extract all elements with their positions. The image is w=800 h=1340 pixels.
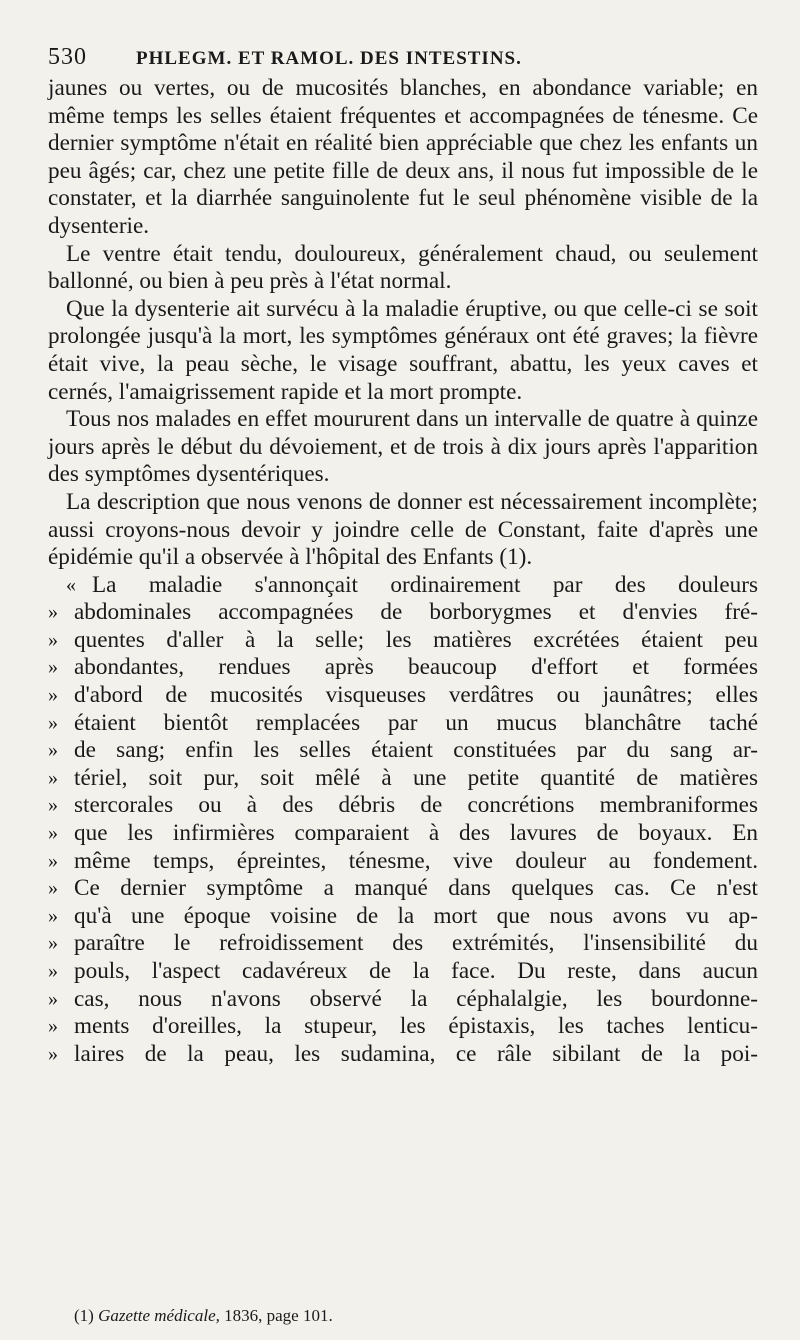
quote-line-text: pouls, l'aspect cadavéreux de la face. Du reste, dans aucun: [74, 958, 758, 984]
quote-line: [48, 903, 758, 931]
paragraph-abdomen: Le ventre était tendu, douloureux, généralement chaud, ou seulement ballonné, ou bien à peu près à l'état normal.: [48, 240, 758, 295]
quote-line: [48, 682, 758, 710]
paragraph-general-symptoms: Que la dysenterie ait survécu à la maladie éruptive, ou que celle-ci se soit prolongée jusqu'à la mort, les symptômes généraux ont été graves; la fièvre était vive, la peau sèche, le visage souffrant, abattu, les yeux caves et cernés, l'amaigrissement rapide et la mort prompte.: [48, 295, 758, 405]
quote-line-text: quentes d'aller à la selle; les matières excrétées étaient peu: [74, 626, 758, 653]
footnote: [74, 1306, 333, 1326]
body-text: [48, 75, 758, 1068]
quote-line: [48, 737, 758, 765]
quote-line-text: que les infirmières comparaient à des lavures de boyaux. En: [74, 820, 758, 847]
footnote-marker: (1): [74, 1306, 94, 1325]
running-head: [48, 44, 758, 71]
quote-line-text: qu'à une époque voisine de la mort que nous avons vu ap-: [74, 902, 758, 929]
line-guillemet: »: [48, 987, 58, 1010]
quote-line-text: tériel, soit pur, soit mêlé à une petite quantité de matières: [74, 764, 758, 791]
quote-line: [48, 572, 758, 600]
quote-line-text: abdominales accompagnées de borborygmes et d'envies fré-: [74, 599, 758, 626]
quote-line-text: cas, nous n'avons observé la céphalalgie, les bourdonne-: [74, 985, 758, 1012]
quote-line-text: laires de la peau, les sudamina, ce râle sibilant de la poi-: [74, 1040, 758, 1067]
quote-line: [48, 958, 758, 986]
paragraph-continued: jaunes ou vertes, ou de mucosités blanches, en abondance variable; en même temps les selles étaient fréquentes et accompagnées de ténesme. Ce dernier symptôme n'était en réalité bien appréciable que chez les enfants un peu âgés; car, chez une petite fille de deux ans, il nous fut impossible de le constater, et la diarrhée sanguinolente fut le seul phénomène visible de la dysenterie.: [48, 75, 758, 239]
quote-line: [48, 599, 758, 627]
line-guillemet: »: [48, 822, 58, 845]
line-guillemet: »: [48, 601, 58, 624]
quote-line-text: stercorales ou à des débris de concrétions membraniformes: [74, 792, 758, 819]
quote-line-text: La maladie s'annonçait ordinairement par des douleurs: [92, 571, 758, 598]
page-number: 530: [48, 44, 87, 70]
line-guillemet: »: [48, 794, 58, 817]
quote-line-text: abondantes, rendues après beaucoup d'effort et formées: [74, 654, 758, 681]
paragraph-description: La description que nous venons de donner est nécessairement incomplète; aussi croyons-nous devoir y joindre celle de Constant, faite d'après une épidémie qu'il a observée à l'hôpital des Enfants (1).: [48, 488, 758, 571]
line-guillemet: »: [48, 932, 58, 955]
quote-line-text: ments d'oreilles, la stupeur, les épistaxis, les taches lenticu-: [74, 1013, 758, 1040]
line-guillemet: »: [48, 766, 58, 789]
paragraph-mortality: Tous nos malades en effet moururent dans un intervalle de quatre à quinze jours après le début du dévoiement, et de trois à dix jours après l'apparition des symptômes dysentériques.: [48, 406, 758, 488]
quote-line-text: même temps, épreintes, ténesme, vive douleur au fondement.: [74, 847, 758, 874]
line-guillemet: »: [48, 739, 58, 762]
quotation-constant: [48, 572, 758, 1069]
quote-line-text: paraître le refroidissement des extrémités, l'insensibilité du: [74, 930, 758, 957]
quote-line: [48, 1041, 758, 1069]
quote-line: [48, 820, 758, 848]
footnote-detail: 1836, page 101.: [224, 1306, 333, 1325]
open-guillemet: «: [66, 573, 76, 596]
quote-line: [48, 710, 758, 738]
line-guillemet: »: [48, 877, 58, 900]
quote-line: [48, 627, 758, 655]
line-guillemet: »: [48, 1042, 58, 1065]
quote-line: [48, 654, 758, 682]
quote-line-text: étaient bientôt remplacées par un mucus blanchâtre taché: [74, 709, 758, 736]
quote-line: [48, 986, 758, 1014]
line-guillemet: »: [48, 656, 58, 679]
running-title: PHLEGM. ET RAMOL. DES INTESTINS.: [136, 48, 522, 69]
quote-line: [48, 792, 758, 820]
line-guillemet: »: [48, 1015, 58, 1038]
quote-line: [48, 848, 758, 876]
quote-line: [48, 765, 758, 793]
line-guillemet: »: [48, 711, 58, 734]
quote-line-text: d'abord de mucosités visqueuses verdâtres ou jaunâtres; elles: [74, 682, 758, 709]
quote-line-text: de sang; enfin les selles étaient constituées par du sang ar-: [74, 737, 758, 764]
quote-line: [48, 930, 758, 958]
line-guillemet: »: [48, 628, 58, 651]
quote-line: [48, 1013, 758, 1041]
line-guillemet: »: [48, 904, 58, 927]
line-guillemet: »: [48, 960, 58, 982]
quote-line: [48, 875, 758, 903]
quote-line-text: Ce dernier symptôme a manqué dans quelques cas. Ce n'est: [74, 875, 758, 902]
line-guillemet: »: [48, 684, 58, 707]
line-guillemet: »: [48, 849, 58, 872]
footnote-source: Gazette médicale,: [98, 1306, 220, 1325]
